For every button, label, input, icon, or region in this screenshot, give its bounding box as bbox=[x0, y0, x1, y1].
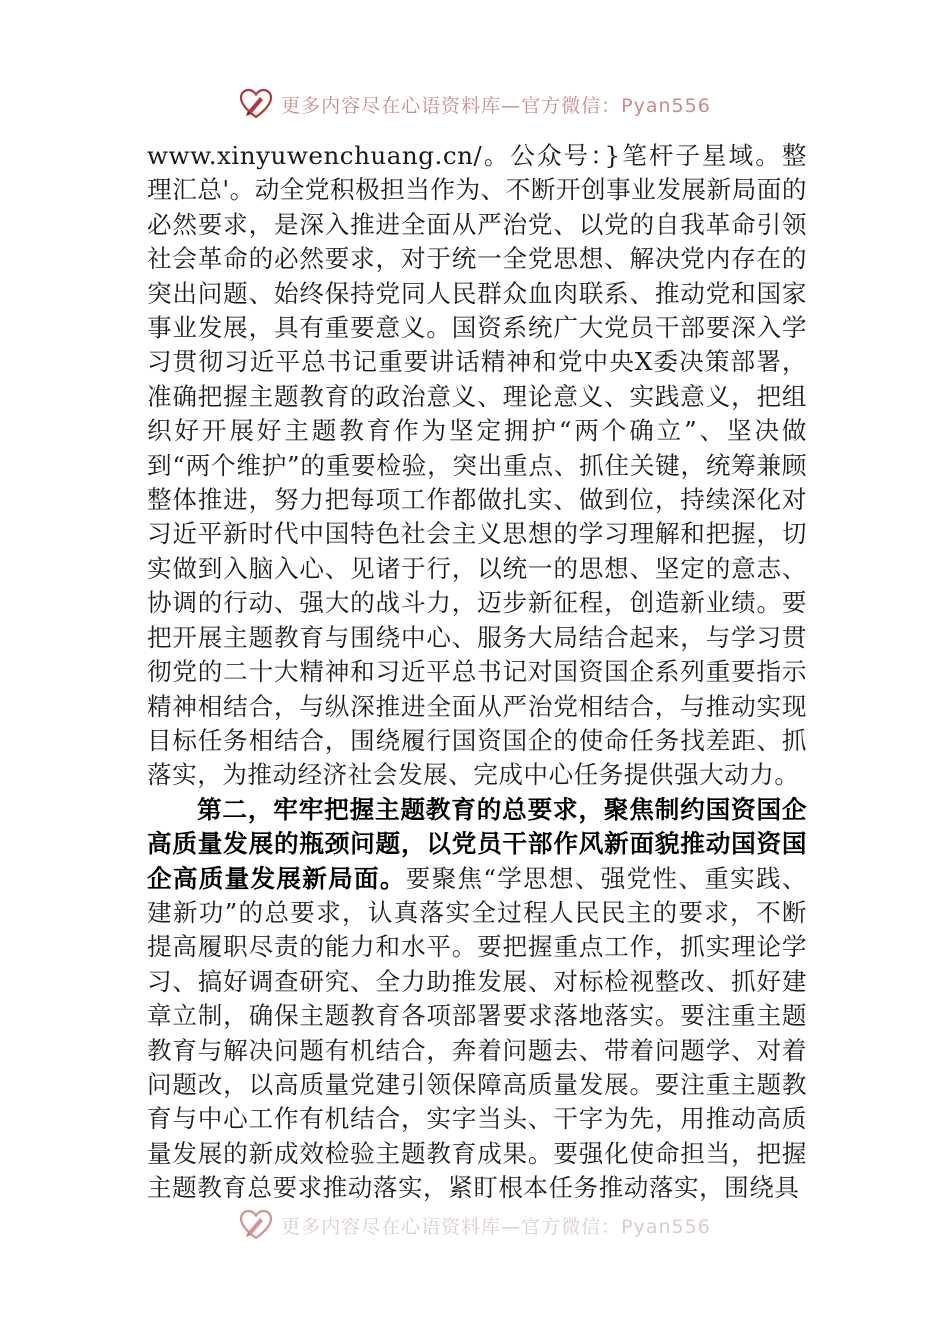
document-body bbox=[147, 139, 807, 1206]
footer-watermark bbox=[0, 1205, 950, 1245]
paragraph-2 bbox=[147, 793, 807, 1206]
watermark-text: 更多内容尽在心语资料库—官方微信：Pyan556 bbox=[281, 94, 711, 117]
paragraph-2-body: 要聚焦“学思想、强党性、重实践、建新功”的总要求，认真落实全过程人民民主的要求，不断提高履职尽责的能力和水平。要把握重点工作，抓实理论学习、搞好调查研究、全力助推发展、对标检视整改、抓好建章立制，确保主题教育各项部署要求落地落实。要注重主题教育与解决问题有机结合，奔着问题去、带着问题学、对着问题改，以高质量党建引领保障高质量发展。要注重主题教育与中心工作有机结合，实字当头、干字为先，用推动高质量发展的新成效检验主题教育成果。要强化使命担当，把握主题教育总要求推动落实，紧盯根本任务推动落实，围绕具 bbox=[147, 863, 807, 1203]
header-watermark bbox=[0, 84, 950, 124]
watermark-text: 更多内容尽在心语资料库—官方微信：Pyan556 bbox=[281, 1215, 711, 1238]
heart-pen-logo-icon bbox=[239, 1208, 273, 1242]
paragraph-2-lead: 第二，牢牢把握主题教育的总要求，聚焦制约国资国企高质量发展的瓶颈问题，以党员干部作风新面貌推动国资国企高质量发展新局面。 bbox=[147, 794, 807, 893]
heart-pen-logo-icon bbox=[239, 87, 273, 121]
paragraph-1: www.xinyuwenchuang.cn/。公众号：}笔杆子星域。整理汇总'。动全党积极担当作为、不断开创事业发展新局面的必然要求，是深入推进全面从严治党、以党的自我革命引领社会革命的必然要求，对于统一全党思想、解决党内存在的突出问题、始终保持党同人民群众血肉联系、推动党和国家事业发展，具有重要意义。国资系统广大党员干部要深入学习贯彻习近平总书记重要讲话精神和党中央X委决策部署，准确把握主题教育的政治意义、理论意义、实践意义，把组织好开展好主题教育作为坚定拥护“两个确立”、坚决做到“两个维护”的重要检验，突出重点、抓住关键，统筹兼顾整体推进，努力把每项工作都做扎实、做到位，持续深化对习近平新时代中国特色社会主义思想的学习理解和把握，切实做到入脑入心、见诸于行，以统一的思想、坚定的意志、协调的行动、强大的战斗力，迈步新征程，创造新业绩。要把开展主题教育与围绕中心、服务大局结合起来，与学习贯彻党的二十大精神和习近平总书记对国资国企系列重要指示精神相结合，与纵深推进全面从严治党相结合，与推动实现目标任务相结合，围绕履行国资国企的使命任务找差距、抓落实，为推动经济社会发展、完成中心任务提供强大动力。 bbox=[147, 141, 807, 790]
